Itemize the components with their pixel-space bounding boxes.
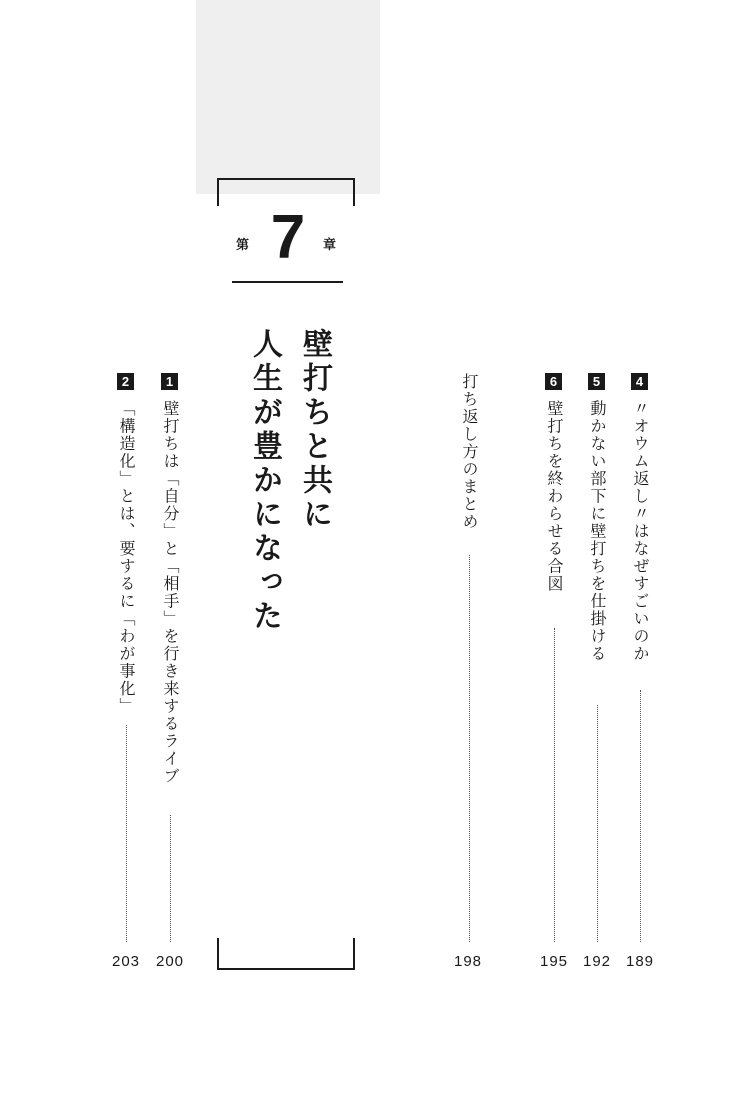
chapter-rule (232, 281, 343, 283)
toc-page-number[interactable]: 189 (625, 953, 655, 970)
chapter-frame-bottom (217, 938, 355, 970)
toc-entry-title[interactable]: 〃オウム返し〃はなぜすごいのか (631, 400, 650, 663)
toc-entry-title[interactable]: 「構造化」とは、要するに「わが事化」 (117, 400, 136, 715)
toc-entry-number: 6 (545, 373, 562, 390)
toc-entry-title[interactable]: 打ち返し方のまとめ (460, 373, 479, 531)
toc-entry-title[interactable]: 壁打ちを終わらせる合図 (545, 400, 564, 593)
toc-page-number[interactable]: 195 (539, 953, 569, 970)
toc-leader-dots (469, 555, 470, 942)
toc-leader-dots (126, 725, 127, 942)
chapter-frame-top (217, 178, 355, 206)
chapter-suffix: 章 (323, 238, 337, 253)
toc-page-number[interactable]: 192 (582, 953, 612, 970)
chapter-title-line-2: 人生が豊かになった (247, 328, 282, 634)
toc-entry-number: 4 (631, 373, 648, 390)
toc-page-number[interactable]: 203 (111, 953, 141, 970)
toc-entry-title[interactable]: 動かない部下に壁打ちを仕掛ける (588, 400, 607, 663)
toc-page-number[interactable]: 198 (453, 953, 483, 970)
toc-leader-dots (597, 705, 598, 942)
toc-entry-number: 5 (588, 373, 605, 390)
toc-entry-number: 2 (117, 373, 134, 390)
chapter-title-line-1: 壁打ちと共に (297, 328, 332, 532)
toc-leader-dots (554, 628, 555, 942)
toc-leader-dots (170, 815, 171, 942)
chapter-prefix: 第 (236, 238, 250, 253)
toc-entry-number: 1 (161, 373, 178, 390)
toc-entry-title[interactable]: 壁打ちは「自分」と「相手」を行き来するライブ (161, 400, 180, 785)
chapter-tab-background (196, 0, 380, 194)
toc-leader-dots (640, 690, 641, 942)
toc-page-number[interactable]: 200 (155, 953, 185, 970)
chapter-number: 7 (270, 203, 306, 272)
